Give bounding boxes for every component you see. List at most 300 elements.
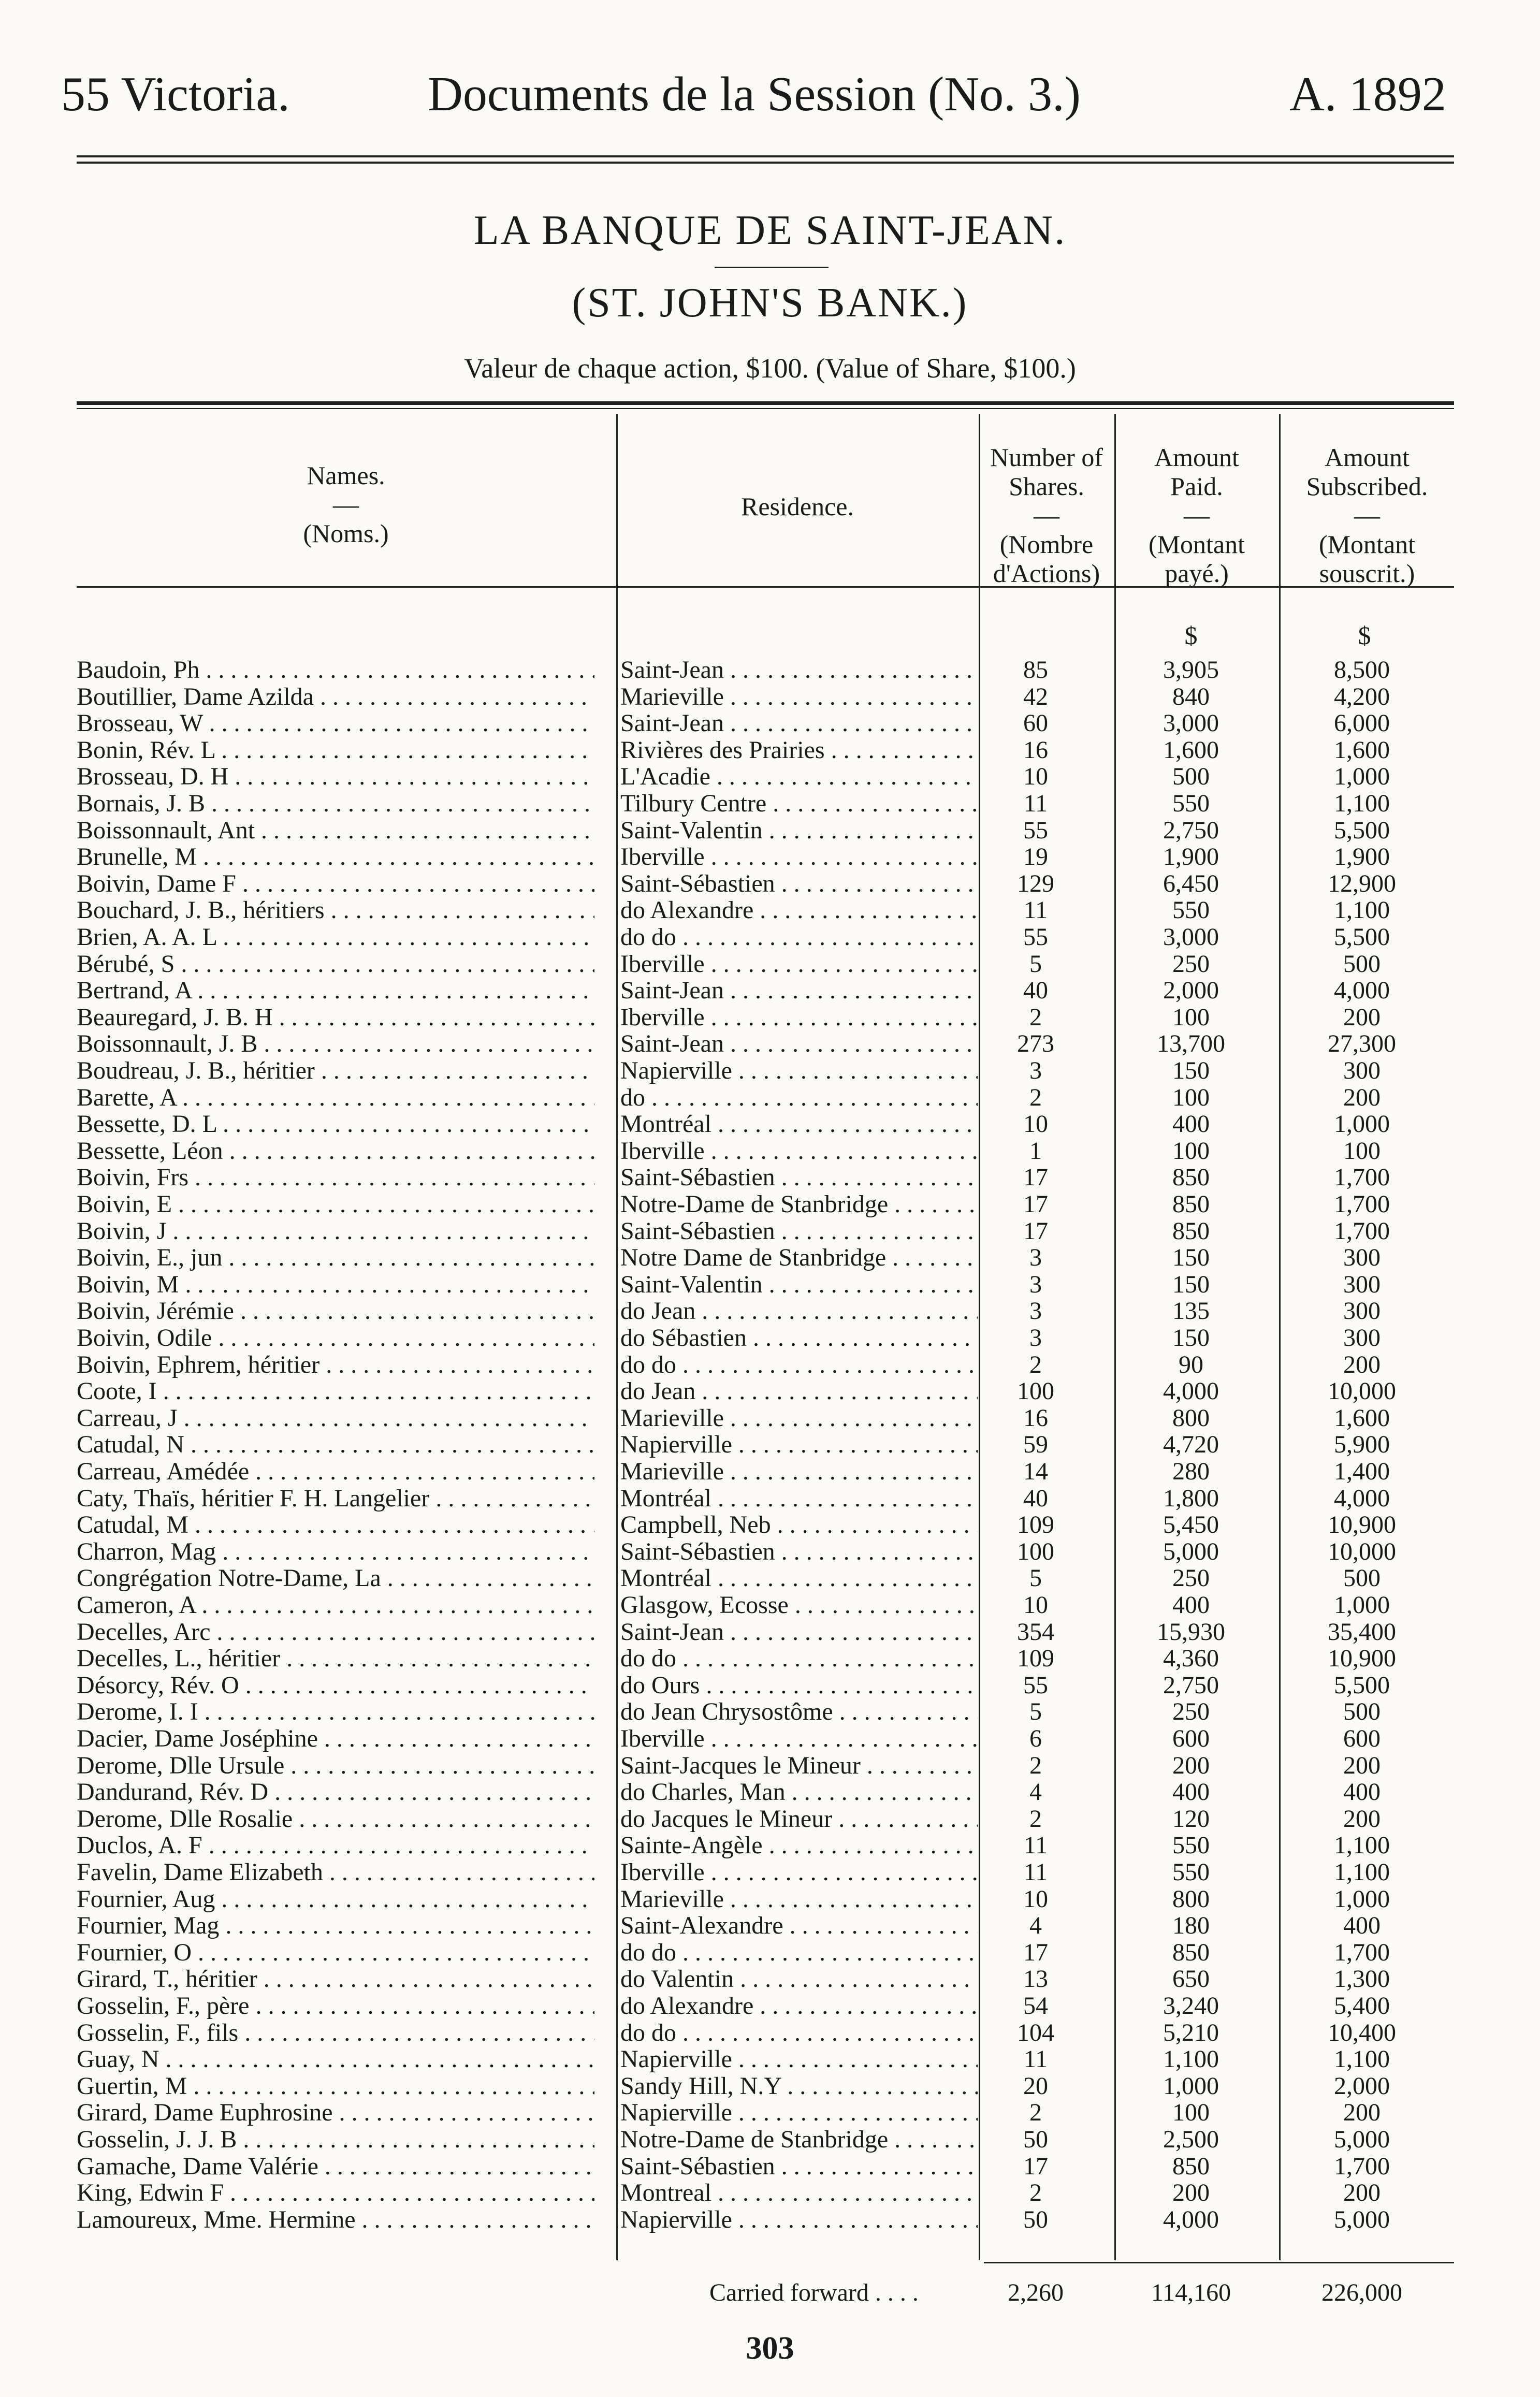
residence: Tilbury Centre . . . bbox=[620, 790, 978, 817]
amount-subscribed: 1,700 bbox=[1334, 2152, 1390, 2180]
amount-paid: 2,000 bbox=[1163, 977, 1219, 1005]
dollar-sign-subscribed: $ bbox=[1358, 621, 1371, 650]
amount-paid: 850 bbox=[1172, 2152, 1210, 2180]
table-row bbox=[0, 870, 1540, 897]
amount-paid: 100 bbox=[1172, 1083, 1210, 1111]
shareholder-name: Charron, Mag . . . bbox=[77, 1538, 594, 1565]
residence: Marieville . . . bbox=[620, 1458, 978, 1485]
residence: Iberville . . . bbox=[620, 844, 978, 870]
total-paid: 114,160 bbox=[1151, 2279, 1231, 2306]
residence: Glasgow, Ecosse . . . bbox=[620, 1592, 978, 1618]
residence: Saint-Jean . . . bbox=[620, 1619, 978, 1645]
amount-paid: 3,000 bbox=[1163, 923, 1219, 951]
amount-paid: 850 bbox=[1172, 1164, 1210, 1192]
amount-paid: 550 bbox=[1172, 1832, 1210, 1860]
shares-count: 100 bbox=[1017, 1537, 1054, 1565]
residence: do . . . bbox=[620, 1084, 978, 1111]
amount-paid: 550 bbox=[1172, 1858, 1210, 1886]
table-row bbox=[0, 817, 1540, 844]
amount-paid: 100 bbox=[1172, 1137, 1210, 1165]
shareholder-name: Dacier, Dame Joséphine . . . bbox=[77, 1725, 594, 1752]
shareholder-name: Coote, I . . . bbox=[77, 1378, 594, 1404]
shareholder-name: Guertin, M . . . bbox=[77, 2073, 594, 2099]
table-row bbox=[0, 763, 1540, 790]
residence: do do . . . bbox=[620, 1645, 978, 1672]
amount-paid: 200 bbox=[1172, 2179, 1210, 2207]
shares-count: 10 bbox=[1023, 1110, 1048, 1138]
amount-subscribed: 4,000 bbox=[1334, 977, 1390, 1005]
amount-paid: 850 bbox=[1172, 1938, 1210, 1966]
shares-count: 16 bbox=[1023, 736, 1048, 764]
amount-subscribed: 10,400 bbox=[1328, 2018, 1396, 2046]
column-header-paid: Amount Paid. — (Montant payé.) bbox=[1148, 443, 1245, 588]
amount-paid: 650 bbox=[1172, 1965, 1210, 1993]
shareholder-name: Bessette, D. L . . . bbox=[77, 1111, 594, 1137]
residence: Napierville . . . bbox=[620, 2099, 978, 2126]
residence: do Jean . . . bbox=[620, 1298, 978, 1324]
amount-subscribed: 1,100 bbox=[1334, 1832, 1390, 1860]
amount-paid: 180 bbox=[1172, 1912, 1210, 1940]
amount-subscribed: 1,900 bbox=[1334, 843, 1390, 871]
residence: Napierville . . . bbox=[620, 2206, 978, 2233]
amount-subscribed: 5,500 bbox=[1334, 1671, 1390, 1699]
table-row bbox=[0, 1325, 1540, 1351]
amount-paid: 2,750 bbox=[1163, 816, 1219, 844]
amount-paid: 13,700 bbox=[1157, 1030, 1225, 1058]
header-year: A. 1892 bbox=[1289, 67, 1446, 121]
shareholder-name: Gamache, Dame Valérie . . . bbox=[77, 2153, 594, 2180]
shares-count: 3 bbox=[1029, 1324, 1042, 1352]
amount-paid: 850 bbox=[1172, 1190, 1210, 1218]
amount-subscribed: 5,400 bbox=[1334, 1992, 1390, 2020]
table-row bbox=[0, 2099, 1540, 2126]
shareholder-name: Brien, A. A. L . . . bbox=[77, 924, 594, 950]
amount-subscribed: 200 bbox=[1343, 1003, 1381, 1031]
amount-paid: 4,360 bbox=[1163, 1645, 1219, 1673]
residence: L'Acadie . . . bbox=[620, 763, 978, 790]
table-row bbox=[0, 1645, 1540, 1672]
table-row bbox=[0, 1512, 1540, 1538]
amount-subscribed: 5,900 bbox=[1334, 1431, 1390, 1459]
table-row bbox=[0, 2153, 1540, 2180]
residence: Saint-Sébastien . . . bbox=[620, 1538, 978, 1565]
shareholder-name: Bouchard, J. B., héritiers . . . bbox=[77, 897, 594, 923]
residence: Montreal . . . bbox=[620, 2180, 978, 2206]
table-row bbox=[0, 1271, 1540, 1298]
residence: Iberville . . . bbox=[620, 951, 978, 977]
header-document-title: Documents de la Session (No. 3.) bbox=[428, 67, 1081, 121]
shares-count: 10 bbox=[1023, 1885, 1048, 1913]
shares-count: 2 bbox=[1029, 2099, 1042, 2127]
shareholder-name: Boivin, Frs . . . bbox=[77, 1164, 594, 1190]
shares-count: 50 bbox=[1023, 2205, 1048, 2233]
shareholder-name: King, Edwin F . . . bbox=[77, 2180, 594, 2206]
amount-paid: 1,600 bbox=[1163, 736, 1219, 764]
table-row bbox=[0, 2020, 1540, 2046]
shares-count: 42 bbox=[1023, 682, 1048, 710]
table-row bbox=[0, 1191, 1540, 1217]
shares-count: 11 bbox=[1023, 790, 1048, 817]
shareholder-name: Carreau, Amédée . . . bbox=[77, 1458, 594, 1485]
shareholder-name: Gosselin, J. J. B . . . bbox=[77, 2126, 594, 2153]
shareholder-name: Boissonnault, J. B . . . bbox=[77, 1030, 594, 1057]
amount-subscribed: 400 bbox=[1343, 1912, 1381, 1940]
shareholder-name: Boivin, Jérémie . . . bbox=[77, 1298, 594, 1324]
table-row bbox=[0, 1352, 1540, 1378]
table-row bbox=[0, 1030, 1540, 1057]
shares-count: 273 bbox=[1017, 1030, 1054, 1058]
amount-subscribed: 200 bbox=[1343, 1805, 1381, 1833]
page-number: 303 bbox=[746, 2331, 794, 2366]
residence: Montréal . . . bbox=[620, 1111, 978, 1137]
table-row bbox=[0, 1592, 1540, 1618]
shares-count: 129 bbox=[1017, 869, 1054, 897]
shareholder-name: Bertrand, A . . . bbox=[77, 977, 594, 1004]
shareholder-name: Brosseau, D. H . . . bbox=[77, 763, 594, 790]
amount-subscribed: 1,100 bbox=[1334, 2045, 1390, 2073]
residence: do do . . . bbox=[620, 1939, 978, 1966]
shareholder-name: Bornais, J. B . . . bbox=[77, 790, 594, 817]
shareholder-name: Cameron, A . . . bbox=[77, 1592, 594, 1618]
table-row bbox=[0, 1485, 1540, 1512]
header-session-year: 55 Victoria. bbox=[61, 67, 290, 121]
amount-subscribed: 200 bbox=[1343, 1350, 1381, 1378]
residence: Montréal . . . bbox=[620, 1485, 978, 1512]
table-row bbox=[0, 1912, 1540, 1939]
amount-subscribed: 1,700 bbox=[1334, 1217, 1390, 1245]
table-row bbox=[0, 1779, 1540, 1805]
table-row bbox=[0, 1725, 1540, 1752]
table-row bbox=[0, 1084, 1540, 1111]
amount-paid: 1,900 bbox=[1163, 843, 1219, 871]
shares-count: 55 bbox=[1023, 923, 1048, 951]
amount-subscribed: 1,600 bbox=[1334, 1404, 1390, 1432]
shares-count: 17 bbox=[1023, 2152, 1048, 2180]
shares-count: 2 bbox=[1029, 1350, 1042, 1378]
amount-subscribed: 400 bbox=[1343, 1778, 1381, 1806]
shareholder-name: Boivin, M . . . bbox=[77, 1271, 594, 1298]
shareholder-name: Bessette, Léon . . . bbox=[77, 1138, 594, 1164]
table-row bbox=[0, 737, 1540, 763]
shares-count: 11 bbox=[1023, 2045, 1048, 2073]
amount-subscribed: 1,100 bbox=[1334, 1858, 1390, 1886]
amount-subscribed: 1,700 bbox=[1334, 1938, 1390, 1966]
residence: Saint-Sébastien . . . bbox=[620, 870, 978, 897]
table-row bbox=[0, 924, 1540, 950]
shareholder-name: Fournier, Mag . . . bbox=[77, 1912, 594, 1939]
residence: do do . . . bbox=[620, 1352, 978, 1378]
amount-subscribed: 5,500 bbox=[1334, 816, 1390, 844]
amount-subscribed: 4,200 bbox=[1334, 682, 1390, 710]
amount-subscribed: 5,500 bbox=[1334, 923, 1390, 951]
shareholder-name: Boutillier, Dame Azilda . . . bbox=[77, 684, 594, 710]
residence: Saint-Valentin . . . bbox=[620, 1271, 978, 1298]
amount-subscribed: 27,300 bbox=[1328, 1030, 1396, 1058]
shares-count: 40 bbox=[1023, 1484, 1048, 1512]
table-row bbox=[0, 1886, 1540, 1912]
residence: do do . . . bbox=[620, 924, 978, 950]
amount-subscribed: 500 bbox=[1343, 1564, 1381, 1592]
amount-subscribed: 12,900 bbox=[1328, 869, 1396, 897]
table-row bbox=[0, 1405, 1540, 1431]
amount-subscribed: 1,100 bbox=[1334, 790, 1390, 817]
table-row bbox=[0, 1138, 1540, 1164]
amount-paid: 150 bbox=[1172, 1244, 1210, 1272]
amount-subscribed: 10,000 bbox=[1328, 1537, 1396, 1565]
shares-count: 17 bbox=[1023, 1190, 1048, 1218]
table-row bbox=[0, 1378, 1540, 1404]
shares-count: 3 bbox=[1029, 1244, 1042, 1272]
amount-paid: 550 bbox=[1172, 896, 1210, 924]
shareholder-name: Caty, Thaïs, héritier F. H. Langelier . . . bbox=[77, 1485, 594, 1512]
amount-subscribed: 300 bbox=[1343, 1324, 1381, 1352]
shareholder-name: Boissonnault, Ant . . . bbox=[77, 817, 594, 844]
shareholder-name: Bérubé, S . . . bbox=[77, 951, 594, 977]
total-subscribed: 226,000 bbox=[1321, 2279, 1402, 2306]
amount-paid: 2,500 bbox=[1163, 2126, 1219, 2153]
table-row bbox=[0, 897, 1540, 923]
amount-subscribed: 2,000 bbox=[1334, 2072, 1390, 2100]
amount-paid: 150 bbox=[1172, 1057, 1210, 1084]
residence: Saint-Jean . . . bbox=[620, 657, 978, 683]
shares-count: 2 bbox=[1029, 1751, 1042, 1779]
table-row bbox=[0, 1859, 1540, 1885]
amount-subscribed: 5,000 bbox=[1334, 2126, 1390, 2153]
amount-paid: 840 bbox=[1172, 682, 1210, 710]
amount-paid: 5,000 bbox=[1163, 1537, 1219, 1565]
shareholder-name: Boivin, Ephrem, héritier . . . bbox=[77, 1352, 594, 1378]
residence: Saint-Alexandre . . . bbox=[620, 1912, 978, 1939]
shareholder-name: Boivin, J . . . bbox=[77, 1218, 594, 1244]
residence: Napierville . . . bbox=[620, 1431, 978, 1458]
amount-paid: 550 bbox=[1172, 790, 1210, 817]
amount-subscribed: 500 bbox=[1343, 1698, 1381, 1726]
residence: do do . . . bbox=[620, 2020, 978, 2046]
residence: Notre Dame de Stanbridge . . . bbox=[620, 1244, 978, 1271]
table-row bbox=[0, 1298, 1540, 1324]
shares-count: 2 bbox=[1029, 1003, 1042, 1031]
table-row bbox=[0, 2073, 1540, 2099]
residence: Saint-Valentin . . . bbox=[620, 817, 978, 844]
amount-paid: 800 bbox=[1172, 1404, 1210, 1432]
amount-paid: 800 bbox=[1172, 1885, 1210, 1913]
shares-count: 11 bbox=[1023, 1858, 1048, 1886]
amount-subscribed: 10,000 bbox=[1328, 1377, 1396, 1405]
shares-count: 10 bbox=[1023, 1591, 1048, 1619]
shares-count: 10 bbox=[1023, 763, 1048, 791]
residence: Saint-Sébastien . . . bbox=[620, 1218, 978, 1244]
amount-paid: 100 bbox=[1172, 2099, 1210, 2127]
shareholder-name: Carreau, J . . . bbox=[77, 1405, 594, 1431]
amount-paid: 15,930 bbox=[1157, 1618, 1225, 1646]
amount-subscribed: 10,900 bbox=[1328, 1511, 1396, 1539]
shareholder-name: Beauregard, J. B. H . . . bbox=[77, 1004, 594, 1030]
residence: Rivières des Prairies . . . bbox=[620, 737, 978, 763]
table-row bbox=[0, 2180, 1540, 2206]
shareholder-name: Favelin, Dame Elizabeth . . . bbox=[77, 1859, 594, 1885]
amount-paid: 850 bbox=[1172, 1217, 1210, 1245]
header-rule bbox=[77, 155, 1454, 157]
shares-count: 4 bbox=[1029, 1912, 1042, 1940]
shareholder-name: Girard, T., héritier . . . bbox=[77, 1966, 594, 1992]
amount-subscribed: 100 bbox=[1343, 1137, 1381, 1165]
shareholder-name: Fournier, Aug . . . bbox=[77, 1886, 594, 1912]
amount-subscribed: 1,100 bbox=[1334, 896, 1390, 924]
shares-count: 60 bbox=[1023, 709, 1048, 737]
residence: do Jean . . . bbox=[620, 1378, 978, 1404]
amount-subscribed: 10,900 bbox=[1328, 1645, 1396, 1673]
table-row bbox=[0, 2206, 1540, 2233]
amount-paid: 4,000 bbox=[1163, 2205, 1219, 2233]
amount-subscribed: 200 bbox=[1343, 1751, 1381, 1779]
table-row bbox=[0, 1698, 1540, 1725]
residence: Notre-Dame de Stanbridge . . . bbox=[620, 2126, 978, 2153]
amount-paid: 500 bbox=[1172, 763, 1210, 791]
residence: Iberville . . . bbox=[620, 1004, 978, 1030]
shares-count: 85 bbox=[1023, 656, 1048, 684]
shares-count: 16 bbox=[1023, 1404, 1048, 1432]
shares-count: 109 bbox=[1017, 1511, 1054, 1539]
amount-paid: 1,800 bbox=[1163, 1484, 1219, 1512]
table-row bbox=[0, 951, 1540, 977]
residence: Napierville . . . bbox=[620, 2046, 978, 2072]
shares-count: 13 bbox=[1023, 1965, 1048, 1993]
page-subtitle: (ST. JOHN'S BANK.) bbox=[572, 280, 968, 326]
amount-subscribed: 8,500 bbox=[1334, 656, 1390, 684]
shareholder-name: Derome, Dlle Ursule . . . bbox=[77, 1752, 594, 1779]
amount-subscribed: 300 bbox=[1343, 1057, 1381, 1084]
amount-subscribed: 1,000 bbox=[1334, 1885, 1390, 1913]
header-bottom-rule bbox=[77, 586, 1454, 588]
amount-subscribed: 1,700 bbox=[1334, 1164, 1390, 1192]
shareholder-name: Boivin, E., jun . . . bbox=[77, 1244, 594, 1271]
table-row bbox=[0, 1939, 1540, 1966]
amount-paid: 1,100 bbox=[1163, 2045, 1219, 2073]
shareholder-name: Catudal, M . . . bbox=[77, 1512, 594, 1538]
shareholder-name: Duclos, A. F . . . bbox=[77, 1832, 594, 1858]
shareholder-name: Boudreau, J. B., héritier . . . bbox=[77, 1057, 594, 1084]
residence: Iberville . . . bbox=[620, 1725, 978, 1752]
amount-paid: 90 bbox=[1179, 1350, 1203, 1378]
table-row bbox=[0, 1672, 1540, 1698]
residence: Napierville . . . bbox=[620, 1057, 978, 1084]
residence: Campbell, Neb . . . bbox=[620, 1512, 978, 1538]
shares-count: 50 bbox=[1023, 2126, 1048, 2153]
table-row bbox=[0, 1619, 1540, 1645]
amount-paid: 3,240 bbox=[1163, 1992, 1219, 2020]
residence: Marieville . . . bbox=[620, 1405, 978, 1431]
shares-count: 11 bbox=[1023, 1832, 1048, 1860]
amount-paid: 100 bbox=[1172, 1003, 1210, 1031]
amount-paid: 200 bbox=[1172, 1751, 1210, 1779]
shares-count: 40 bbox=[1023, 977, 1048, 1005]
table-row bbox=[0, 1806, 1540, 1832]
amount-paid: 120 bbox=[1172, 1805, 1210, 1833]
shares-count: 17 bbox=[1023, 1938, 1048, 1966]
shares-count: 5 bbox=[1029, 1698, 1042, 1726]
amount-paid: 400 bbox=[1172, 1110, 1210, 1138]
table-row bbox=[0, 790, 1540, 817]
shares-count: 20 bbox=[1023, 2072, 1048, 2100]
shares-count: 11 bbox=[1023, 896, 1048, 924]
residence: Notre-Dame de Stanbridge . . . bbox=[620, 1191, 978, 1217]
residence: do Ours . . . bbox=[620, 1672, 978, 1698]
shareholder-name: Congrégation Notre-Dame, La . . . bbox=[77, 1565, 594, 1591]
table-row bbox=[0, 710, 1540, 736]
table-top-rule bbox=[77, 401, 1454, 405]
shareholder-name: Bonin, Rév. L . . . bbox=[77, 737, 594, 763]
shares-count: 17 bbox=[1023, 1217, 1048, 1245]
amount-paid: 5,450 bbox=[1163, 1511, 1219, 1539]
residence: Sainte-Angèle . . . bbox=[620, 1832, 978, 1858]
shareholder-name: Girard, Dame Euphrosine . . . bbox=[77, 2099, 594, 2126]
shares-count: 5 bbox=[1029, 950, 1042, 978]
amount-subscribed: 200 bbox=[1343, 2179, 1381, 2207]
amount-paid: 135 bbox=[1172, 1297, 1210, 1325]
amount-paid: 5,210 bbox=[1163, 2018, 1219, 2046]
amount-paid: 250 bbox=[1172, 950, 1210, 978]
table-row bbox=[0, 1565, 1540, 1591]
shareholder-name: Boivin, E . . . bbox=[77, 1191, 594, 1217]
amount-subscribed: 1,000 bbox=[1334, 1110, 1390, 1138]
residence: Saint-Jacques le Mineur . . . bbox=[620, 1752, 978, 1779]
residence: do Charles, Man . . . bbox=[620, 1779, 978, 1805]
residence: Saint-Jean . . . bbox=[620, 710, 978, 736]
column-header-subscribed: Amount Subscribed. — (Montant souscrit.) bbox=[1306, 443, 1428, 588]
shares-count: 14 bbox=[1023, 1458, 1048, 1485]
residence: do Alexandre . . . bbox=[620, 897, 978, 923]
amount-paid: 150 bbox=[1172, 1270, 1210, 1298]
shares-count: 100 bbox=[1017, 1377, 1054, 1405]
shares-count: 2 bbox=[1029, 1805, 1042, 1833]
shares-count: 109 bbox=[1017, 1645, 1054, 1673]
amount-subscribed: 200 bbox=[1343, 2099, 1381, 2127]
amount-subscribed: 300 bbox=[1343, 1297, 1381, 1325]
table-row bbox=[0, 977, 1540, 1004]
column-header-names: Names. — (Noms.) bbox=[303, 461, 389, 548]
amount-subscribed: 1,300 bbox=[1334, 1965, 1390, 1993]
residence: Iberville . . . bbox=[620, 1859, 978, 1885]
amount-paid: 4,720 bbox=[1163, 1431, 1219, 1459]
shares-count: 2 bbox=[1029, 2179, 1042, 2207]
amount-paid: 150 bbox=[1172, 1324, 1210, 1352]
residence: Marieville . . . bbox=[620, 684, 978, 710]
table-row bbox=[0, 2126, 1540, 2153]
shares-count: 2 bbox=[1029, 1083, 1042, 1111]
table-row bbox=[0, 657, 1540, 683]
shareholder-name: Decelles, Arc . . . bbox=[77, 1619, 594, 1645]
shareholder-name: Gosselin, F., père . . . bbox=[77, 1993, 594, 2019]
shareholder-name: Brunelle, M . . . bbox=[77, 844, 594, 870]
amount-subscribed: 1,700 bbox=[1334, 1190, 1390, 1218]
shares-count: 3 bbox=[1029, 1270, 1042, 1298]
table-row bbox=[0, 1752, 1540, 1779]
amount-subscribed: 1,000 bbox=[1334, 763, 1390, 791]
table-row bbox=[0, 1218, 1540, 1244]
amount-subscribed: 1,400 bbox=[1334, 1458, 1390, 1485]
amount-subscribed: 4,000 bbox=[1334, 1484, 1390, 1512]
amount-paid: 400 bbox=[1172, 1591, 1210, 1619]
shareholder-name: Derome, I. I . . . bbox=[77, 1698, 594, 1725]
total-shares: 2,260 bbox=[1008, 2279, 1064, 2306]
column-header-shares: Number of Shares. — (Nombre d'Actions) bbox=[990, 443, 1103, 588]
residence: do Alexandre . . . bbox=[620, 1993, 978, 2019]
shareholder-name: Decelles, L., héritier . . . bbox=[77, 1645, 594, 1672]
amount-subscribed: 35,400 bbox=[1328, 1618, 1396, 1646]
shares-count: 59 bbox=[1023, 1431, 1048, 1459]
shares-count: 1 bbox=[1029, 1137, 1042, 1165]
table-row bbox=[0, 1458, 1540, 1485]
